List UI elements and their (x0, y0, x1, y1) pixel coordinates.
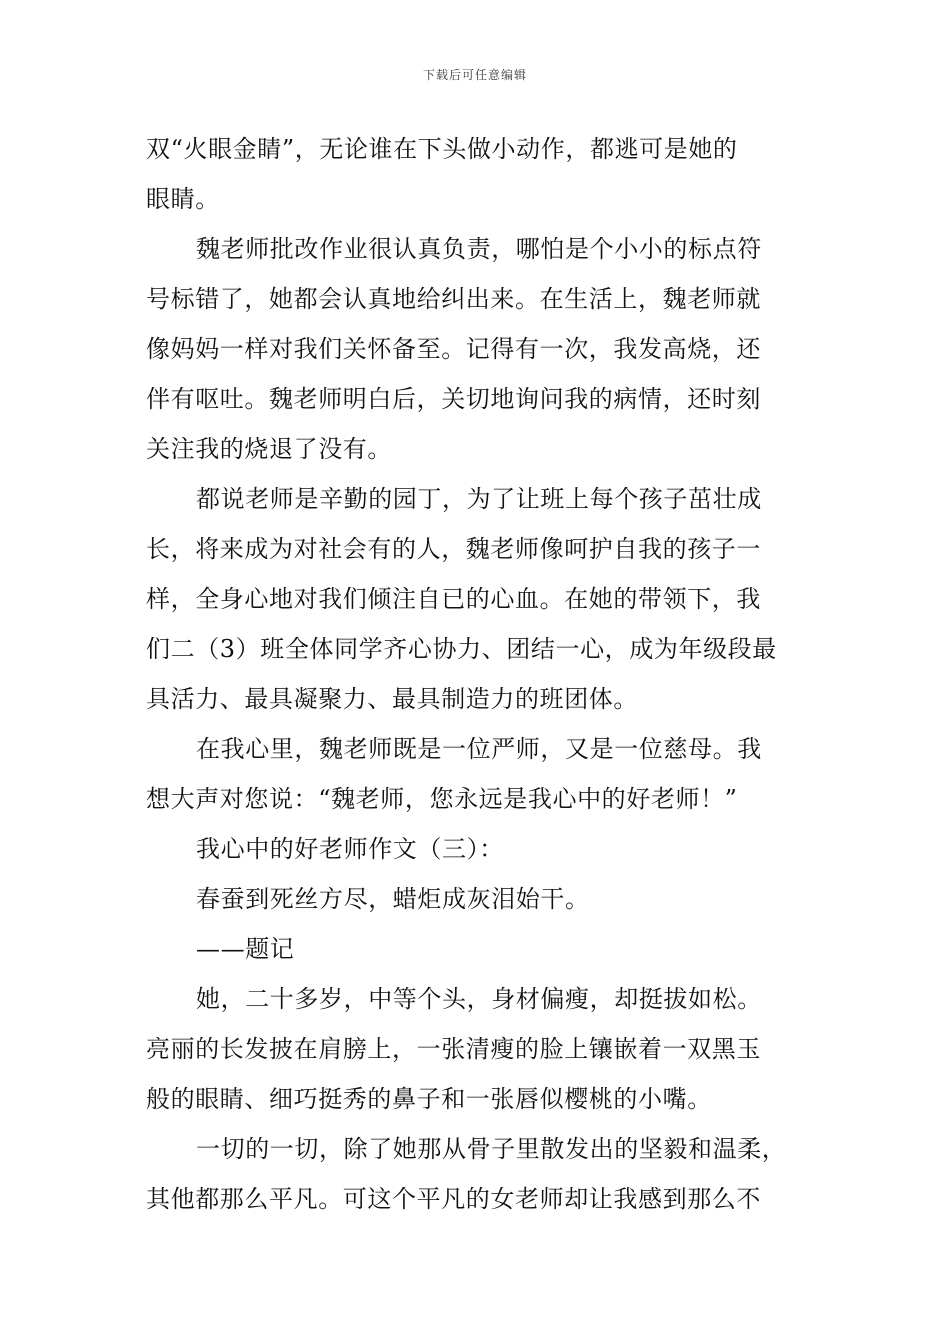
text-line: 亮丽的长发披在肩膀上，一张清瘦的脸上镶嵌着一双黑玉 (146, 1035, 761, 1063)
epigraph-line: 春蚕到死丝方尽，蜡炬成灰泪始干。 (196, 885, 590, 913)
text-line: 样，全身心地对我们倾注自已的心血。在她的带领下，我 (146, 585, 761, 613)
text-line: 其他都那么平凡。可这个平凡的女老师却让我感到那么不 (146, 1185, 761, 1213)
text-line: 魏老师批改作业很认真负责，哪怕是个小小的标点符 (196, 235, 762, 263)
text-line: 想大声对您说：“魏老师，您永远是我心中的好老师！” (146, 785, 738, 813)
text-line: 眼睛。 (146, 185, 220, 213)
text-line: 一切的一切，除了她那从骨子里散发出的坚毅和温柔， (196, 1135, 787, 1163)
text-line: 号标错了，她都会认真地给纠出来。在生活上，魏老师就 (146, 285, 761, 313)
text-line: 具活力、最具凝聚力、最具制造力的班团体。 (146, 685, 638, 713)
text-line: 关注我的烧退了没有。 (146, 435, 392, 463)
text-line: 伴有呕吐。魏老师明白后，关切地询问我的病情，还时刻 (146, 385, 761, 413)
text-line: 双“火眼金睛”，无论谁在下头做小动作，都逃可是她的 (146, 135, 738, 163)
text-line: 都说老师是辛勤的园丁，为了让班上每个孩子茁壮成 (196, 485, 762, 513)
text-line: 在我心里，魏老师既是一位严师，又是一位慈母。我 (196, 735, 762, 763)
text-line: 她，二十多岁，中等个头，身材偏瘦，却挺拔如松。 (196, 985, 762, 1013)
text-line: 们二（3）班全体同学齐心协力、团结一心，成为年级段最 (146, 635, 777, 663)
text-line: 像妈妈一样对我们关怀备至。记得有一次，我发高烧，还 (146, 335, 761, 363)
section-heading: 我心中的好老师作文（三）： (196, 835, 504, 863)
text-line: 长，将来成为对社会有的人，魏老师像呵护自我的孩子一 (146, 535, 761, 563)
page-header: 下载后可任意编辑 (422, 68, 527, 82)
document-body (146, 124, 810, 1224)
text-line: 般的眼睛、细巧挺秀的鼻子和一张唇似樱桃的小嘴。 (146, 1085, 712, 1113)
epigraph-attribution: ——题记 (196, 935, 295, 963)
